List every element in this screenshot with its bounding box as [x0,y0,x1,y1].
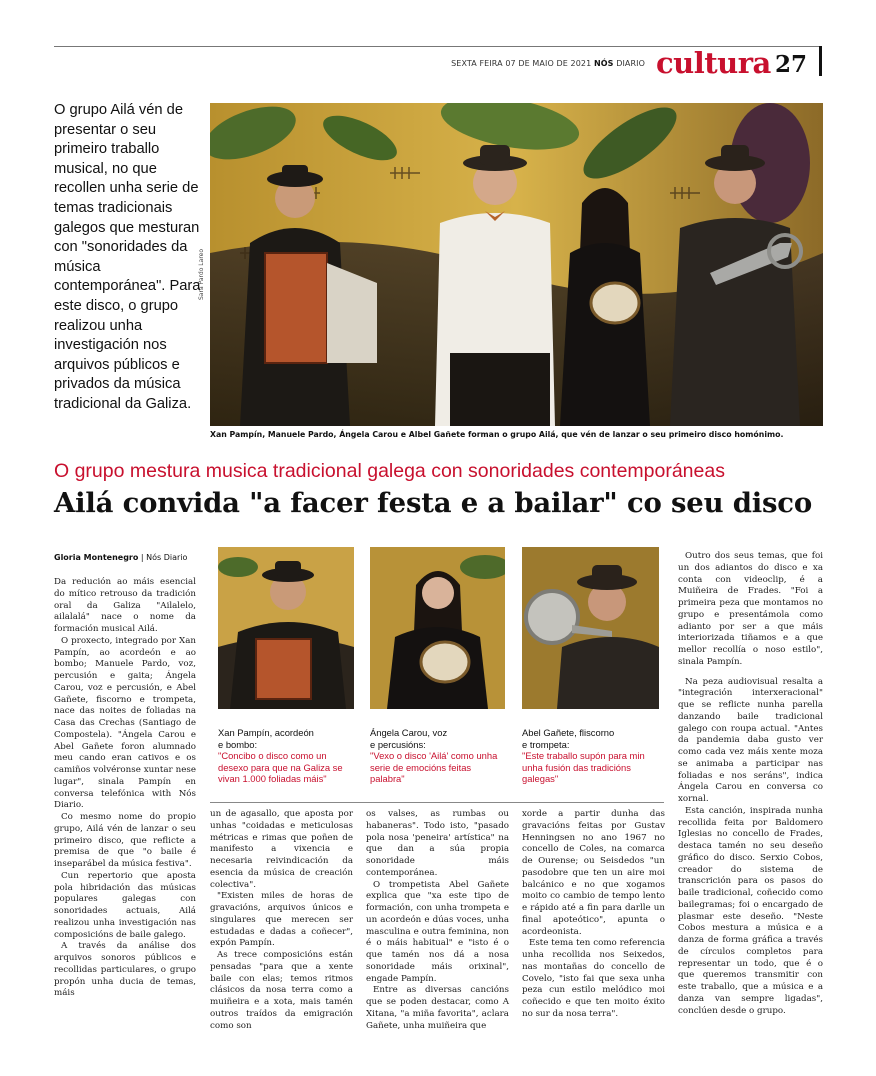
paragraph: As trece composicións están pensadas "para que a xente baile con elas; temos ritmos clásicos da nosa terra como a muiñeira e a xota, mais tamén outros traídos da emigración como son [210,950,353,1031]
paragraph: Outro dos seus temas, que foi un dos adiantos do disco e xa conta con videoclip, é a Muiñeira de Frades. "Foi a primeira peza que montamos no grupo e presentámola como adianto por ser a que máis interiorizada tiñamos e a que mellor recollía o noso estilo", sinala Pampín. [678,551,823,667]
article-column-2 [210,809,353,1032]
kicker: O grupo mestura musica tradicional galega con sonoridades contemporáneas [54,460,725,482]
paragraph: Na peza audiovisual resalta a "integración interxeracional" que se reflicte nunha parella danzando baile tradicional galego con roupa actual. "Antes da pandemia daba gusto ver como cada vez máis xente moza se animaba a participar nas foliadas e nos seráns", indica Ángela Carou en conversa co xornal. [678,676,823,804]
paragraph: O proxecto, integrado por Xan Pampín, ao acordeón e ao bombo; Manuele Pardo, voz, percusión e gaita; Ángela Carou, voz e percusión, e Abel Gañete, fiscorno e trompeta, nace das noites de foliadas na Casa das Crechas (Santiago de Compostela). "Ángela Carou e Abel Gañete foron alumnado meu cando eran cativos e os camiños volvéronse xuntar nese lugar", sinala Pampín en conversa telefónica with Nós Diario. [54,635,196,811]
article-column-5 [678,551,823,1017]
photo-caption: Xan Pampín, Manuele Pardo, Ángela Carou e Albel Gañete forman o grupo Ailá, que vén de lanzar o seu primeiro disco homónimo. [210,430,784,439]
inset-photo-abel [522,547,659,709]
paragraph: Esta canción, inspirada nunha recollida feita por Baldomero Iglesias no concello de Frades, destaca tamén no seu deseño gráfico do disco. Serxio Cobos, creador do sistema de transcrición para os pasos do baile tradicional, coñecido como bailegramas; foi o encargado de plasmar este deseño. "Neste Cobos mestura a música e a danza de forma gráfica a través de círculos completos para representar un todo, que é o que queremos transmitir con este traballo, que a música e a danza van sempre ligadas", conclúen desde o grupo. [678,805,823,1016]
paragraph: A través da análise dos arquivos sonoros públicos e recollidas particulares, o grupo propón unha ducia de temas, máis [54,941,196,999]
paragraph: Este tema ten como referencia unha recollida nos Seixedos, nas montañas do concello de Covelo, "isto fai que sexa unha peza cun estilo melódico moi coñecido e que ten moito éxito no sur da nosa terra". [522,938,665,1019]
article-column-4 [522,809,665,1021]
inset-photo-angela [370,547,505,709]
paragraph: os valses, as rumbas ou habaneras". Todo isto, "pasado pola nosa 'peneira' artística" na que dan a súa propia sonoridade máis contemporánea. [366,809,509,878]
article-column-3 [366,809,509,1032]
inset-caption-xan: Xan Pampín, acordeón e bombo: "Concibo o disco como un desexo para que na Galiza se vivan 1.000 foliadas máis" [218,727,343,785]
paragraph: Co mesmo nome do propio grupo, Ailá vén de lanzar o seu primeiro disco, que reflicte a premisa de que "o baile é inseparábel da música festiva". [54,812,196,869]
section-name: cultura [656,46,771,80]
paragraph: Da redución ao máis esencial do mítico retrouso da tradición oral da Galiza "Ailalelo, ailalalá" nace o nome da formación musical Ailá. [54,577,196,634]
band-photo [210,103,823,426]
header-bar [819,46,822,76]
inset-caption-angela: Ángela Carou, voz e percusións: "Vexo o disco 'Ailá' como unha serie de emocións feitas palabra" [370,727,498,785]
inset-caption-abel: Abel Gañete, fliscorno e trompeta: "Este traballo supón para min unha fusión das tradicións galegas" [522,727,645,785]
page-number: 27 [775,51,808,78]
inset-divider [210,802,664,803]
inset-photo-xan [218,547,354,709]
paragraph: xorde a partir dunha das gravacións feitas por Gustav Henningsen no ano 1967 no concello de Coles, na comarca de Ourense; ou Seisdedos "un pasodobre que ten un aire moi balcánico e no que xogamos moito co cambio de tempo lento e rápido até a fin para darlle un final apoteótico", apunta o acordeonista. [522,809,665,937]
paragraph: Entre as diversas cancións que se poden destacar, como A Xitana, "a miña favorita", aclara Gañete, unha muiñeira que [366,985,509,1031]
paragraph: O trompetista Abel Gañete explica que "xa este tipo de formación, con unha trompeta e un acordeón e dúas voces, unha masculina e outra feminina, non é o máis habitual" e "isto é o que tamén nos dá a nosa sonoridade máis orixinal", engade Pampín. [366,879,509,984]
paragraph: "Existen miles de horas de gravacións, arquivos únicos e singulares que merecen ser estudadas e dadas a coñecer", expón Pampín. [210,891,353,949]
byline: Gloria Montenegro | Nós Diario [54,553,188,562]
paragraph: un de agasallo, que aposta por unhas "coidadas e meticulosas métricas e rimas que poñen de manifesto a vixencia e necesaria reivindicación da esencia da música de creación colectiva". [210,809,353,890]
photo-credit: Sara Pardo Lareo [198,248,205,300]
headline: Ailá convida "a facer festa e a bailar" co seu disco [54,487,812,519]
header-date-line: SEXTA FEIRA 07 DE MAIO DE 2021 NÓS DIARIO [451,59,645,68]
paragraph: Cun repertorio que aposta pola hibridación das músicas populares galegas con sonoridades actuais, Ailá realizou unha investigación nas composicións de baile galego. [54,870,196,940]
article-column-1 [54,577,196,1000]
intro-text: O grupo Ailá vén de presentar o seu primeiro traballo musical, no que recollen unha serie de temas tradicionais galegos que mesturan con "sonoridades da música contemporánea". Para este disco, o grupo realizou unha investigación nos arquivos públicos e privados da música tradicional da Galiza. [54,102,201,412]
